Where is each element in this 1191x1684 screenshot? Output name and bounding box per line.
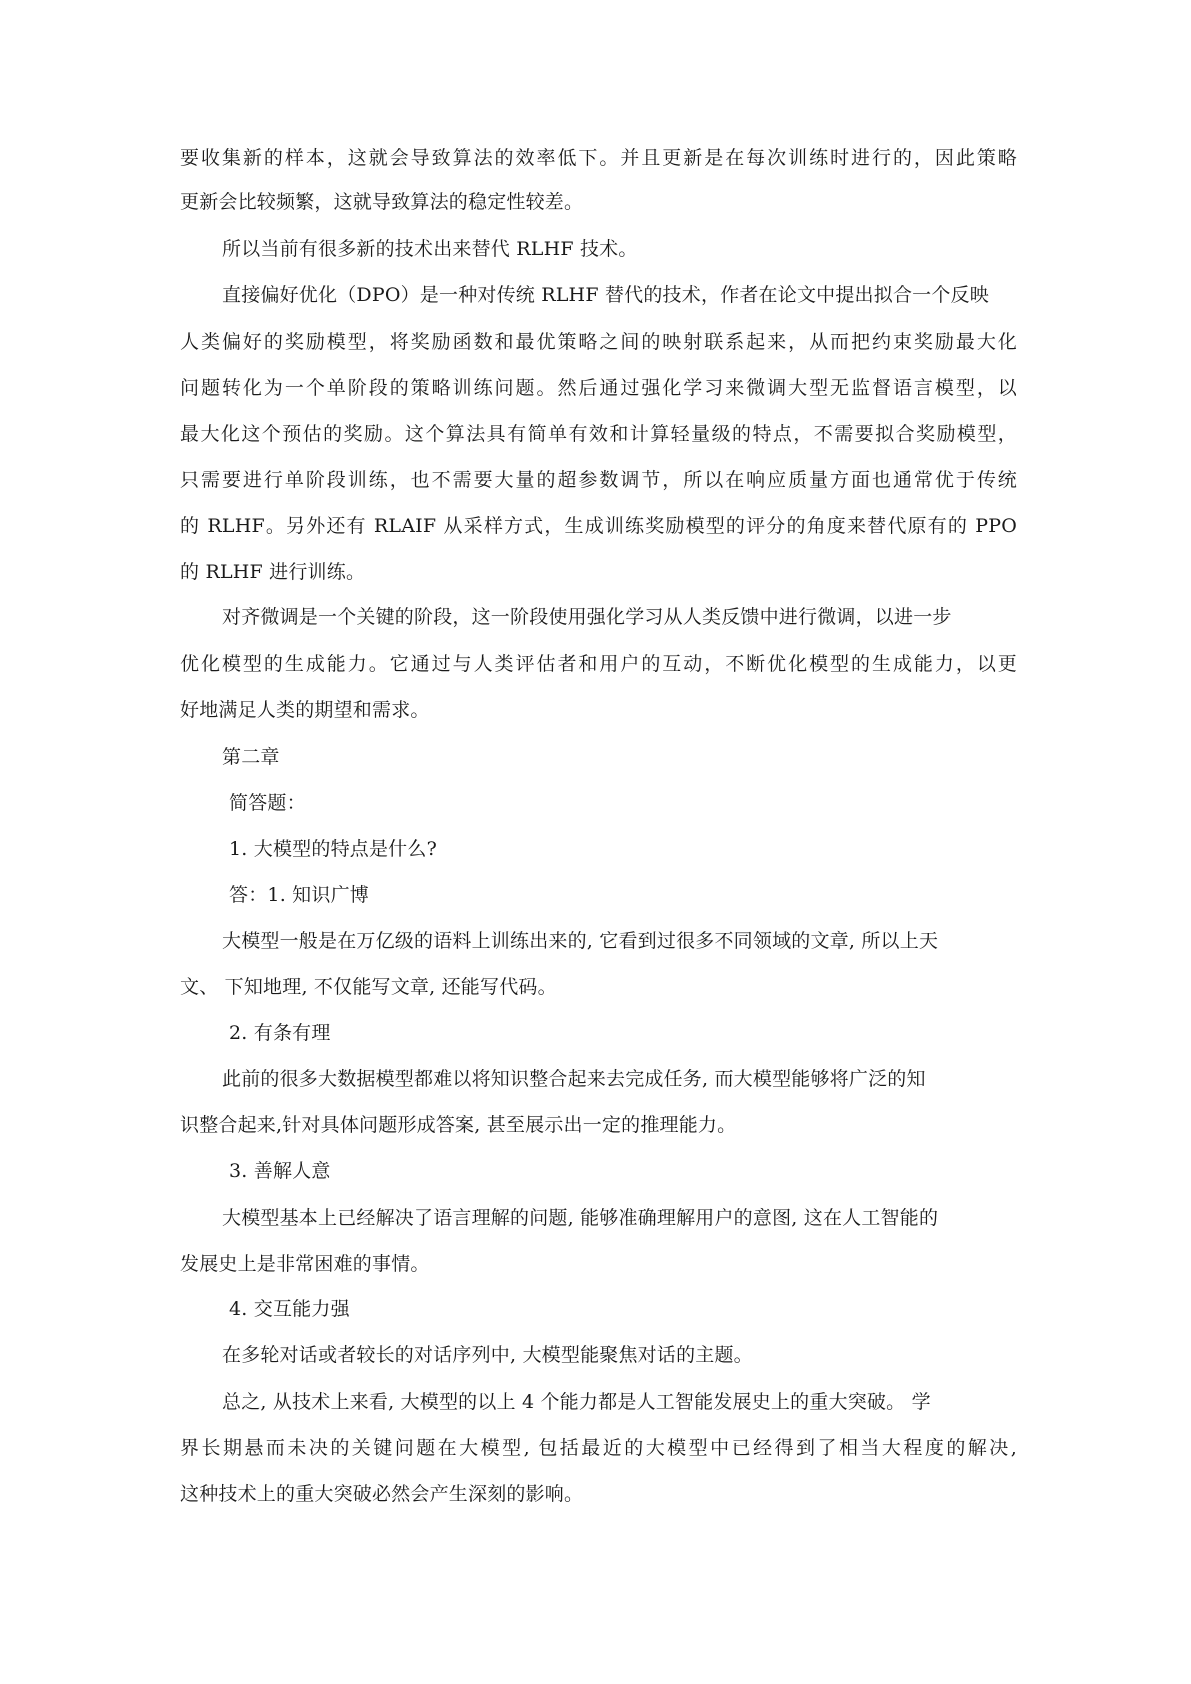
text-line: 的 RLHF 进行训练。 (180, 561, 366, 583)
text-line: 大模型一般是在万亿级的语料上训练出来的, 它看到过很多不同领域的文章, 所以上天 (222, 930, 939, 952)
section-heading: 简答题： (229, 792, 306, 814)
list-heading: 3. 善解人意 (229, 1160, 331, 1182)
text-line: 只需要进行单阶段训练，也不需要大量的超参数调节，所以在响应质量方面也通常优于传统 (180, 469, 1017, 491)
text-line: 在多轮对话或者较长的对话序列中, 大模型能聚焦对话的主题。 (222, 1344, 753, 1366)
text-line: 所以当前有很多新的技术出来替代 RLHF 技术。 (222, 238, 638, 260)
text-line: 发展史上是非常困难的事情。 (180, 1253, 430, 1275)
question-text: 1. 大模型的特点是什么? (229, 838, 437, 860)
text-line: 识整合起来,针对具体问题形成答案, 甚至展示出一定的推理能力。 (180, 1114, 737, 1136)
text-line: 这种技术上的重大突破必然会产生深刻的影响。 (180, 1483, 584, 1505)
text-line: 问题转化为一个单阶段的策略训练问题。然后通过强化学习来微调大型无监督语言模型，以 (180, 377, 1017, 399)
text-line: 最大化这个预估的奖励。这个算法具有简单有效和计算轻量级的特点，不需要拟合奖励模型， (180, 423, 1017, 445)
text-line: 对齐微调是一个关键的阶段，这一阶段使用强化学习从人类反馈中进行微调，以进一步 (222, 606, 952, 628)
text-line: 界长期悬而未决的关键问题在大模型, 包括最近的大模型中已经得到了相当大程度的解决, (180, 1437, 1017, 1459)
text-line: 总之, 从技术上来看, 大模型的以上 4 个能力都是人工智能发展史上的重大突破。 学 (222, 1391, 931, 1413)
text-line: 人类偏好的奖励模型，将奖励函数和最优策略之间的映射联系起来，从而把约束奖励最大化 (180, 331, 1017, 353)
answer-heading: 答：1. 知识广博 (229, 884, 369, 906)
chapter-heading: 第二章 (222, 746, 280, 768)
list-heading: 2. 有条有理 (229, 1022, 331, 1044)
text-line: 要收集新的样本，这就会导致算法的效率低下。并且更新是在每次训练时进行的，因此策略 (180, 147, 1017, 169)
text-line: 的 RLHF。另外还有 RLAIF 从采样方式，生成训练奖励模型的评分的角度来替代原有的 PPO (180, 515, 1017, 537)
text-line: 大模型基本上已经解决了语言理解的问题, 能够准确理解用户的意图, 这在人工智能的 (222, 1207, 939, 1229)
list-heading: 4. 交互能力强 (229, 1298, 350, 1320)
text-line: 好地满足人类的期望和需求。 (180, 699, 430, 721)
text-line: 此前的很多大数据模型都难以将知识整合起来去完成任务, 而大模型能够将广泛的知 (222, 1068, 926, 1090)
text-line: 文、 下知地理, 不仅能写文章, 还能写代码。 (180, 976, 557, 998)
text-line: 优化模型的生成能力。它通过与人类评估者和用户的互动，不断优化模型的生成能力，以更 (180, 653, 1017, 675)
text-line: 直接偏好优化（DPO）是一种对传统 RLHF 替代的技术，作者在论文中提出拟合一个反映 (222, 284, 989, 306)
text-line: 更新会比较频繁，这就导致算法的稳定性较差。 (180, 191, 584, 213)
